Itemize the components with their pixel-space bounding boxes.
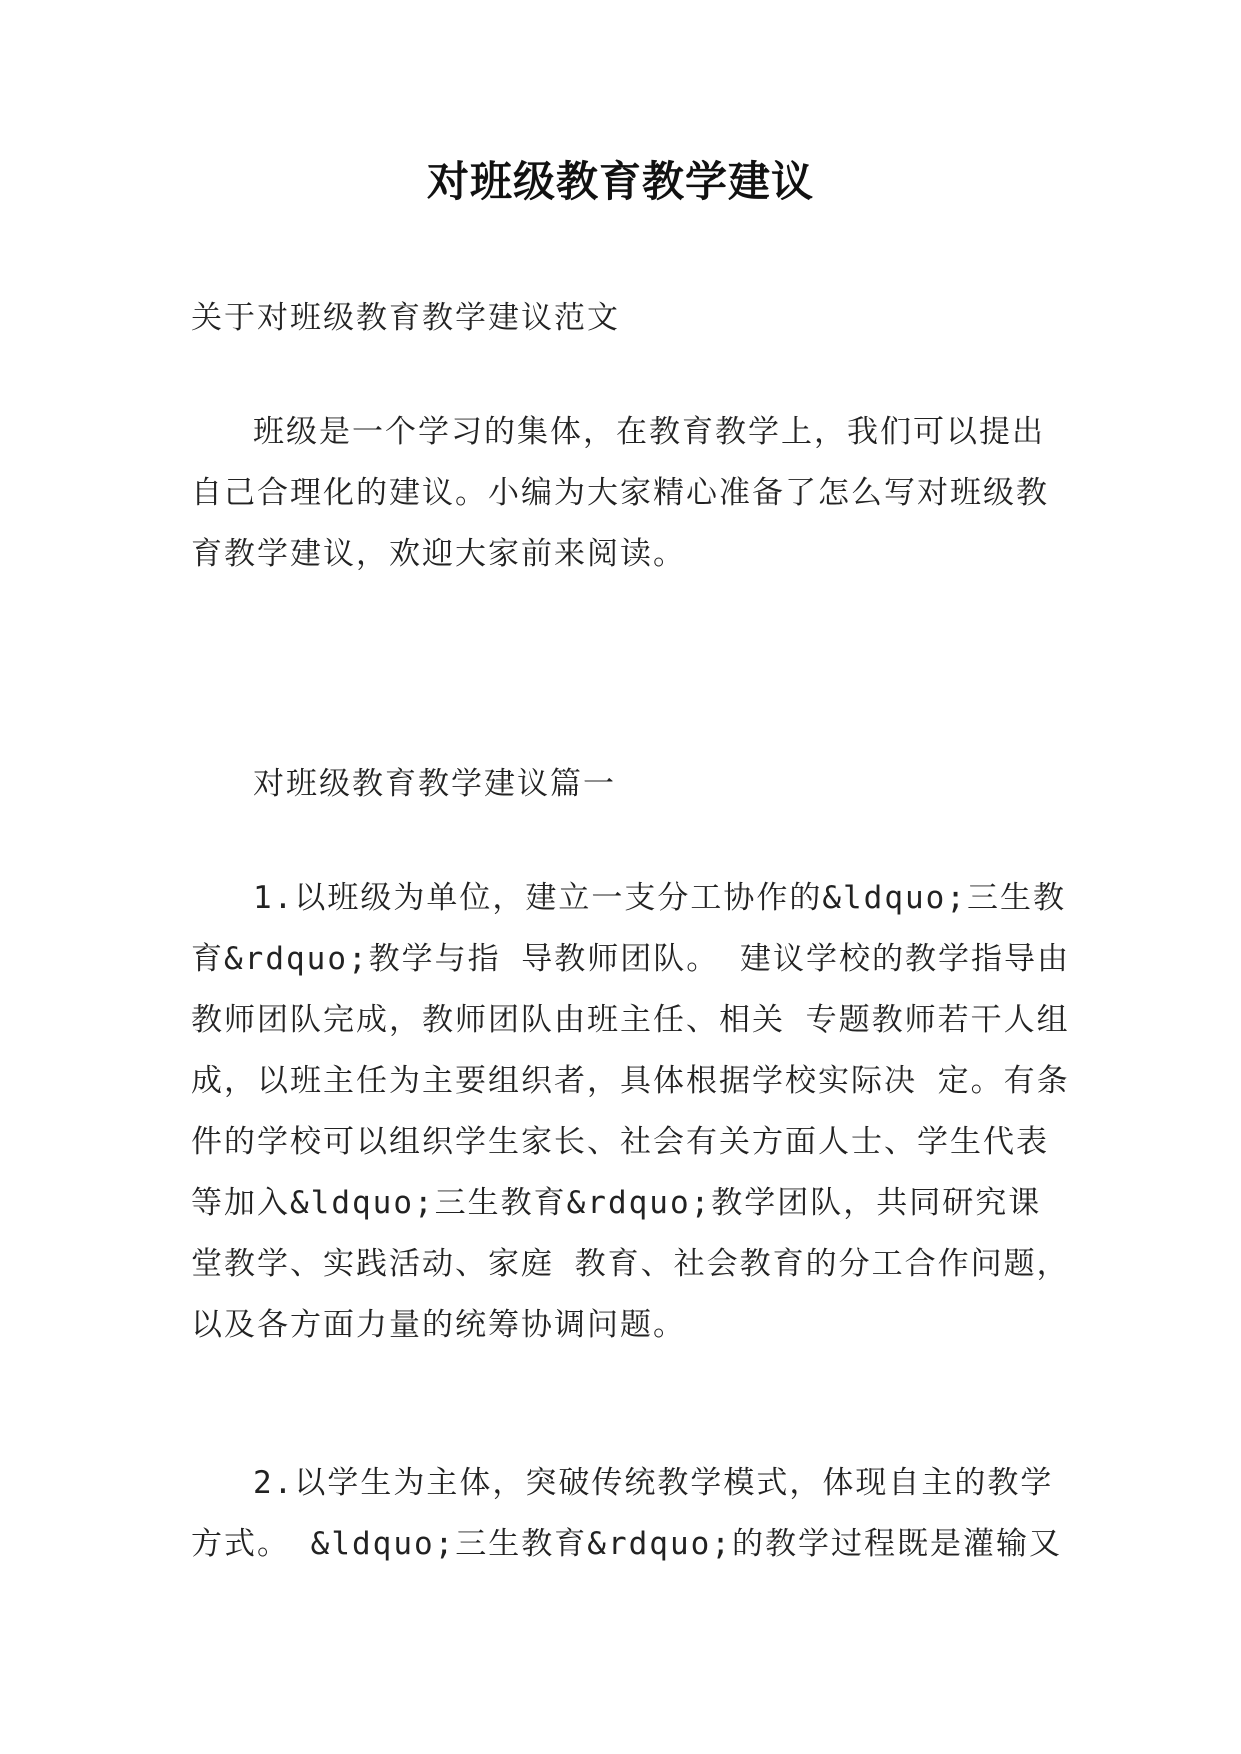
document-subtitle: 关于对班级教育教学建议范文	[191, 300, 620, 336]
intro-paragraph: 班级是一个学习的集体，在教育教学上，我们可以提出自己合理化的建议。小编为大家精心准备了怎么写对班级教育教学建议，欢迎大家前来阅读。	[191, 414, 1049, 572]
body-paragraph-2: 2.以学生为主体，突破传统教学模式，体现自主的教学方式。 &ldquo;三生教育&rdquo;的教学过程既是灌输又	[191, 1465, 1062, 1562]
body-paragraph-1: 1.以班级为单位，建立一支分工协作的&ldquo;三生教育&rdquo;教学与指 导教师团队。 建议学校的教学指导由教师团队完成，教师团队由班主任、相关 专题教师若干人组成，以班主任为主要组织者，具体根据学校实际决 定。有条件的学校可以组织学生家长、社会有关方面人士、学生代表 等加入&ldquo;三生教育&rdquo;教学团队，共同研究课堂教学、实践活动、家庭 教育、社会教育的分工合作问题，以及各方面力量的统筹协调问题。	[191, 880, 1070, 1343]
section-heading: 对班级教育教学建议篇一	[253, 766, 616, 802]
document-title: 对班级教育教学建议	[426, 157, 814, 206]
